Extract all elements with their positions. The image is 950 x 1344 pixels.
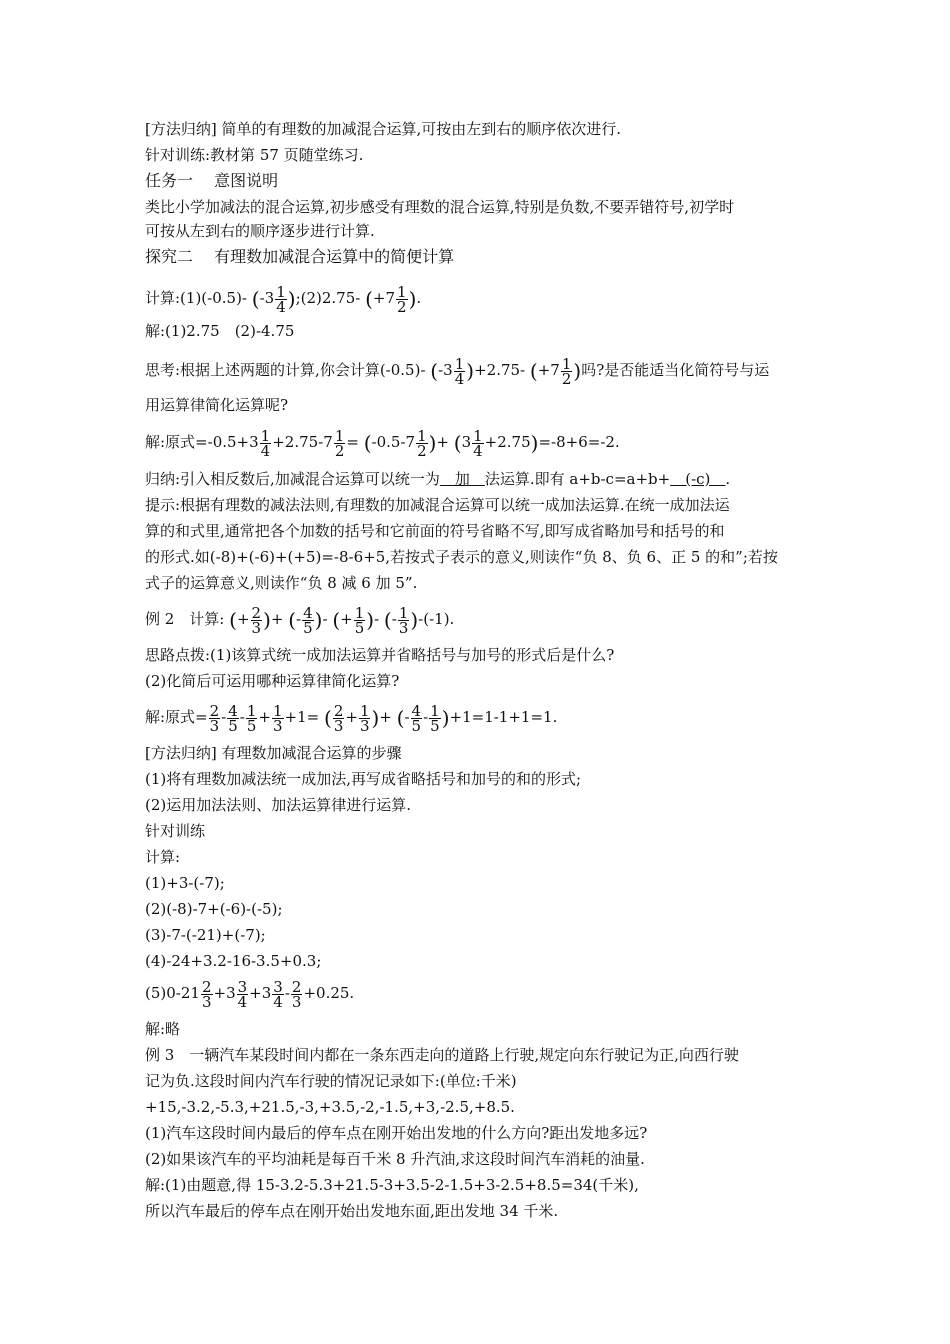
exercise-2: (2)(-8)-7+(-6)-(-5); <box>145 900 283 918</box>
exercise-1: (1)+3-(-7); <box>145 874 225 892</box>
text: =-8+6=-2. <box>538 433 620 451</box>
text: +7 <box>537 361 560 379</box>
text: 计算:(1)(-0.5)- <box>145 289 252 307</box>
fraction: $\frac{2}{3}$ <box>201 977 212 1011</box>
exercise-4: (4)-24+3.2-16-3.5+0.3; <box>145 952 322 970</box>
paren: ( <box>396 706 405 730</box>
text: +3 <box>249 984 272 1002</box>
paren: ) <box>263 608 271 632</box>
example-3-2: 记为负.这段时间内汽车行驶的情况记录如下:(单位:千米) <box>145 1072 517 1090</box>
fraction: $\frac{2}{3}$ <box>251 603 262 637</box>
solution-2 <box>145 696 557 739</box>
example-2 <box>145 598 454 641</box>
hint-3: 的形式.如(-8)+(-6)+(+5)=-8-6+5,若按式子表示的意义,则读作“负 8、负 6、正 5 的和”;若按 <box>145 548 778 566</box>
text: 解:原式=-0.5+3 <box>145 433 259 451</box>
text: - <box>284 984 290 1002</box>
exercise-3: (3)-7-(-21)+(-7); <box>145 926 266 944</box>
text: - <box>391 610 397 628</box>
paren: ( <box>324 706 332 730</box>
solution-1 <box>145 422 620 463</box>
fraction: $\frac{1}{4}$ <box>473 426 483 460</box>
paren: ) <box>366 608 375 632</box>
example-3-q2: (2)如果该汽车的平均油耗是每百千米 8 升汽油,求这段时间汽车消耗的油量. <box>145 1150 645 1168</box>
text: +7 <box>372 289 396 307</box>
text: 例 2 计算: <box>145 610 230 628</box>
step-1: (1)将有理数加减法统一成加法,再写成省略括号和加号的和的形式; <box>145 770 582 788</box>
example-3-sol-1: 解:(1)由题意,得 15-3.2-5.3+21.5-3+3.5-2-1.5+3-2.5+8.5=34(千米), <box>145 1176 639 1194</box>
text: 归纳:引入相反数后,加减混合运算可以统一为 <box>145 470 440 488</box>
fraction: $\frac{3}{4}$ <box>237 977 248 1011</box>
text: ;(2)2.75- <box>295 289 366 307</box>
hint-2: 算的和式里,通常把各个加数的括号和它前面的符号省略不写,即写成省略加号和括号的和 <box>145 522 725 540</box>
exercise-5 <box>145 972 354 1014</box>
calc-label: 计算: <box>145 848 181 866</box>
example-3-q1: (1)汽车这段时间内最后的停车点在刚开始出发地的什么方向?距出发地多远? <box>145 1124 648 1142</box>
text: (5)0-21 <box>145 984 200 1002</box>
method-summary-2: [方法归纳] 有理数加减混合运算的步骤 <box>145 744 402 762</box>
text: . <box>416 289 422 307</box>
fraction: $\frac{1}{4}$ <box>260 426 271 460</box>
fraction: $\frac{1}{5}$ <box>246 701 257 735</box>
text: +2.75-7 <box>272 433 333 451</box>
text: - <box>322 610 333 628</box>
fraction: $\frac{1}{5}$ <box>354 603 365 637</box>
example-3-data: +15,-3.2,-5.3,+21.5,-3,+3.5,-2,-1.5,+3,-2.5,+8.5. <box>145 1098 515 1116</box>
blank-answer: (-c) <box>670 470 726 488</box>
fraction: $\frac{1}{4}$ <box>454 354 465 388</box>
fraction: $\frac{1}{5}$ <box>430 701 440 735</box>
paren: ) <box>371 706 380 730</box>
paren: ( <box>363 431 372 455</box>
fraction: $\frac{1}{2}$ <box>334 426 345 460</box>
think-question <box>145 350 769 391</box>
task-desc-2: 可按从左到右的顺序逐步进行计算. <box>145 222 375 240</box>
text: - <box>423 708 429 726</box>
paren: ( <box>365 287 373 311</box>
paren: ( <box>529 359 538 383</box>
practice-heading: 针对训练 <box>145 822 206 840</box>
fraction: $\frac{4}{5}$ <box>228 701 238 735</box>
paren: ) <box>530 431 539 455</box>
fraction: $\frac{1}{2}$ <box>397 282 407 316</box>
text: 法运算.即有 a+b-c=a+b+ <box>484 470 671 488</box>
text: . <box>725 470 731 488</box>
text: - <box>239 708 245 726</box>
paren: ) <box>428 431 437 455</box>
paren: ) <box>408 287 417 311</box>
paren: ( <box>383 608 392 632</box>
paren: ) <box>573 359 582 383</box>
text: + <box>340 610 353 628</box>
text: - <box>404 708 410 726</box>
induction <box>145 468 730 490</box>
task-desc-1: 类比小学加减法的混合运算,初步感受有理数的混合运算,特别是负数,不要弄错符号,初学时 <box>145 198 735 216</box>
text: +1=1-1+1=1. <box>449 708 558 726</box>
practice-note-1: 针对训练:教材第 57 页随堂练习. <box>145 146 364 164</box>
fraction: $\frac{2}{3}$ <box>291 977 302 1011</box>
task-heading: 任务一 意图说明 <box>145 171 279 190</box>
paren: ( <box>430 359 439 383</box>
text: - <box>296 610 302 628</box>
paren: ( <box>229 608 237 632</box>
text: + <box>345 708 358 726</box>
paren: ( <box>332 608 341 632</box>
paren: ( <box>251 287 260 311</box>
paren: ( <box>288 608 297 632</box>
text: +2.75 <box>484 433 531 451</box>
example-3-sol-2: 所以汽车最后的停车点在刚开始出发地东面,距出发地 34 千米. <box>145 1202 559 1220</box>
text: -0.5-7 <box>371 433 416 451</box>
text: 思考:根据上述两题的计算,你会计算(-0.5)- <box>145 361 431 379</box>
explore-heading: 探究二 有理数加减混合运算中的简便计算 <box>145 247 455 266</box>
paren: ( <box>453 431 462 455</box>
fraction: $\frac{1}{3}$ <box>359 701 370 735</box>
approach-1: 思路点拨:(1)该算式统一成加法运算并省略括号与加号的形式后是什么? <box>145 646 615 664</box>
approach-2: (2)化简后可运用哪种运算律简化运算? <box>145 672 400 690</box>
text: + <box>270 610 289 628</box>
method-summary-1: [方法归纳] 简单的有理数的加减混合运算,可按由左到右的顺序依次进行. <box>145 120 622 138</box>
fraction: $\frac{1}{3}$ <box>273 701 283 735</box>
hint-4: 式子的运算意义,则读作“负 8 减 6 加 5”. <box>145 574 418 592</box>
paren: ) <box>287 287 296 311</box>
paren: ) <box>314 608 323 632</box>
text: 3 <box>461 433 472 451</box>
paren: ) <box>441 706 450 730</box>
fraction: $\frac{1}{4}$ <box>276 282 286 316</box>
answer-1: 解:(1)2.75 (2)-4.75 <box>145 322 295 340</box>
fraction: $\frac{4}{5}$ <box>303 603 313 637</box>
text: = <box>346 433 364 451</box>
text: +1= <box>284 708 324 726</box>
paren: ) <box>410 608 419 632</box>
fraction: $\frac{1}{2}$ <box>417 426 427 460</box>
fraction: $\frac{1}{2}$ <box>561 354 572 388</box>
fraction: $\frac{4}{5}$ <box>411 701 422 735</box>
text: +2.75- <box>474 361 530 379</box>
blank-answer: 加 <box>439 470 485 488</box>
text: 解:原式= <box>145 708 208 726</box>
example-3-1: 例 3 一辆汽车某段时间内都在一条东西走向的道路上行驶,规定向东行驶记为正,向西行驶 <box>145 1046 739 1064</box>
text: + <box>236 610 250 628</box>
text: +0.25. <box>303 984 355 1002</box>
think-question-2: 用运算律简化运算呢? <box>145 396 289 414</box>
fraction: $\frac{2}{3}$ <box>209 701 220 735</box>
text: -3 <box>438 361 453 379</box>
text: -(-1). <box>418 610 455 628</box>
calc-question <box>145 278 421 319</box>
fraction: $\frac{3}{4}$ <box>273 977 283 1011</box>
text: - <box>221 708 227 726</box>
paren: ) <box>466 359 475 383</box>
fraction: $\frac{1}{3}$ <box>398 603 409 637</box>
fraction: $\frac{2}{3}$ <box>333 701 344 735</box>
text: + <box>258 708 271 726</box>
text: 吗?是否能适当化简符号与运 <box>581 361 770 379</box>
text: +3 <box>213 984 236 1002</box>
text: -3 <box>259 289 275 307</box>
text: + <box>379 708 397 726</box>
text: - <box>374 610 384 628</box>
text: + <box>436 433 454 451</box>
step-2: (2)运用加法法则、加法运算律进行运算. <box>145 796 412 814</box>
answer-omitted: 解:略 <box>145 1020 181 1038</box>
hint-1: 提示:根据有理数的减法法则,有理数的加减混合运算可以统一成加法运算.在统一成加法运 <box>145 496 730 514</box>
